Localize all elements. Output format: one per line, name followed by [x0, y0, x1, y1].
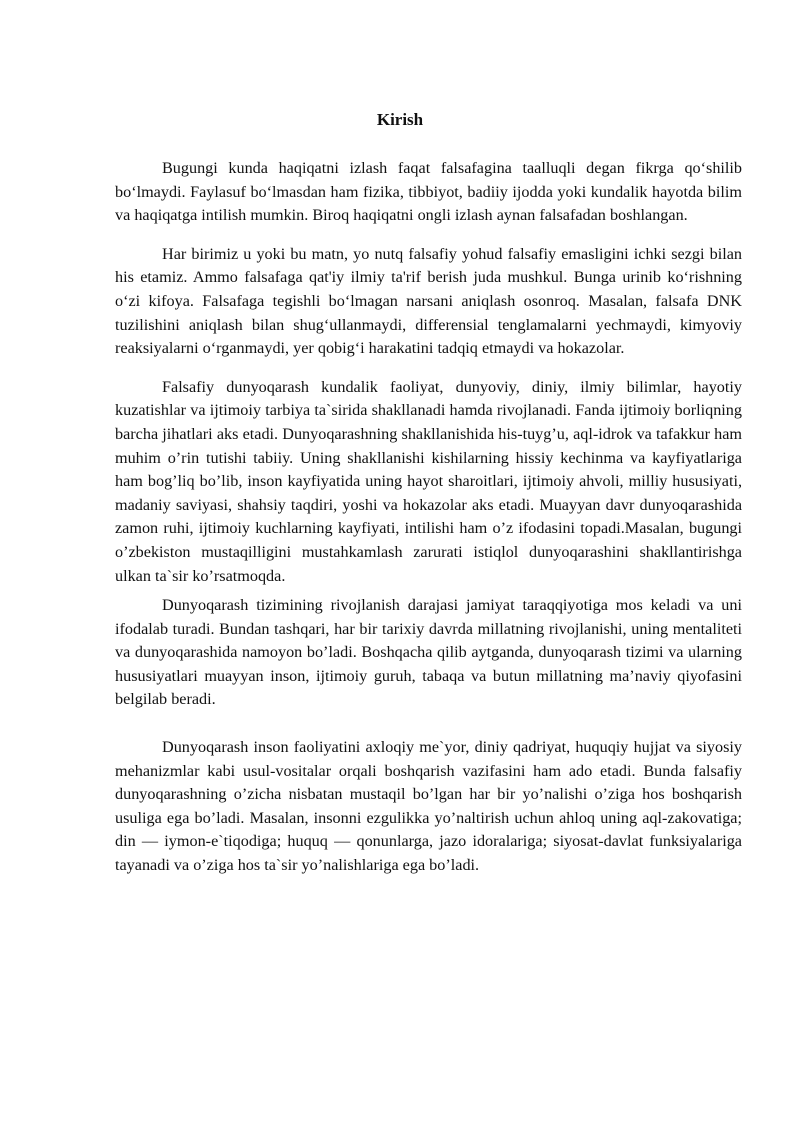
page-title: Kirish [376, 110, 424, 129]
paragraph-3: Falsafiy dunyoqarash kundalik faoliyat, dunyoviy, diniy, ilmiy bilimlar, hayotiy kuzatishlar va ijtimoiy tarbiya ta`sirida shakllanadi hamda rivojlanadi. Fanda ijtimoiy borliqning barcha jihatlari aks etadi. Dunyoqarashning shakllanishida his-tuyg’u, aql-idrok va tafakkur ham muhim o’rin tutishi tabiiy. Uning shakllanishi kishilarning hissiy kechinma va kayfiyatlariga ham bog’liq bo’lib, inson kayfiyatida uning hayot sharoitlari, ijtimoiy ahvoli, milliy hususiyati, madaniy saviyasi, shahsiy taqdiri, yoshi va hokazolar aks etadi. Muayyan davr dunyoqarashida zamon ruhi, ijtimoiy kuchlarning kayfiyati, intilishi ham o’z ifodasini topadi.Masalan, bugungi o’zbekiston mustaqilligini mustahkamlash zarurati istiqlol dunyoqarashini shakllantirishga ulkan ta`sir ko’rsatmoqda. [115, 377, 742, 585]
paragraph-2: Har birimiz u yoki bu matn, yo nutq falsafiy yohud falsafiy emasligini ichki sezgi bilan his etamiz. Ammo falsafaga qat'iy ilmiy ta'rif berish juda mushkul. Bunga urinib ko‘rishning o‘zi kifoya. Falsafaga tegishli bo‘lmagan narsani aniqlash osonroq. Masalan, falsafa DNK tuzilishini aniqlash bilan shug‘ullanmaydi, differensial tenglamalarni yechmaydi, kimyoviy reaksiyalarni o‘rganmaydi, yer qobig‘i harakatini tadqiq etmaydi va hokazolar. [115, 244, 742, 358]
paragraph-1: Bugungi kunda haqiqatni izlash faqat falsafagina taalluqli degan fikrga qo‘shilib bo‘lmaydi. Faylasuf bo‘lmasdan ham fizika, tibbiyot, badiiy ijodda yoki kundalik hayotda bilim va haqiqatga intilish mumkin. Biroq haqiqatni ongli izlash aynan falsafadan boshlangan. [115, 159, 742, 225]
paragraph-4: Dunyoqarash tizimining rivojlanish darajasi jamiyat taraqqiyotiga mos keladi va uni ifodalab turadi. Bundan tashqari, har bir tarixiy davrda millatning rivojlanishi, uning mentaliteti va dunyoqarashida namoyon bo’ladi. Boshqacha qilib aytganda, dunyoqarash tizimi va ularning hususiyatlari muayyan inson, ijtimoiy guruh, tabaqa va butun millatning ma’naviy qiyofasini belgilab beradi. [115, 596, 742, 709]
document-body [115, 157, 742, 878]
paragraph-5: Dunyoqarash inson faoliyatini axloqiy me`yor, diniy qadriyat, huquqiy hujjat va siyosiy mehanizmlar kabi usul-vositalar orqali boshqarish vazifasini ham ado etadi. Bunda falsafiy dunyoqarashning o’zicha nisbatan mustaqil bo’lgan har bir yo’nalishi o’ziga hos boshqarish usuliga ega bo’ladi. Masalan, insonni ezgulikka yo’naltirish uchun ahloq uning aql-zakovatiga; din — iymon-e`tiqodiga; huquq — qonunlarga, jazo idoralariga; siyosat-davlat funksiyalariga tayanadi va o’ziga hos ta`sir yo’nalishlariga ega bo’ladi. [115, 738, 742, 875]
